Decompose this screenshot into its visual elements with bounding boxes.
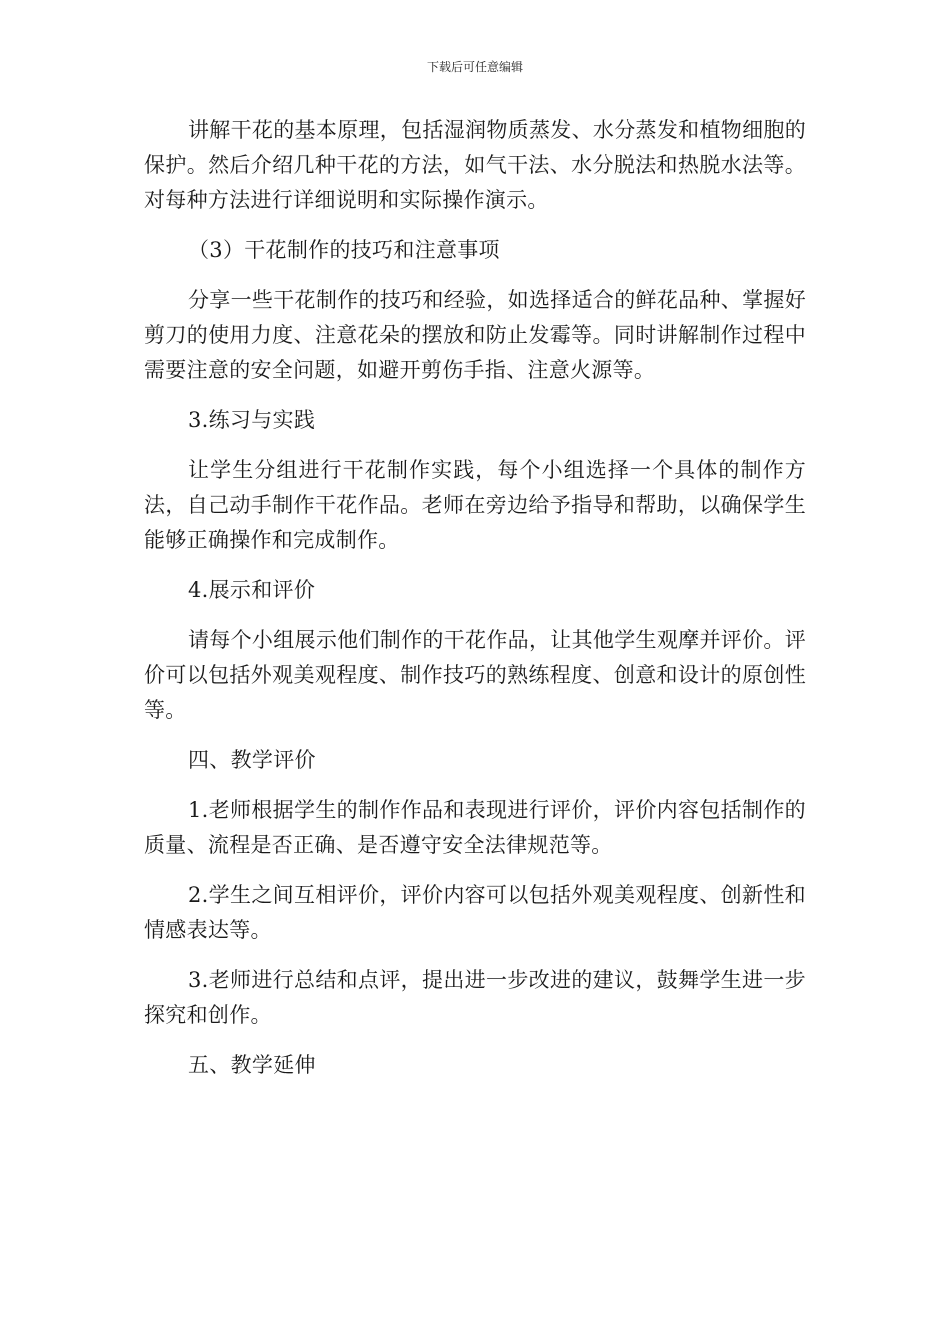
evaluation-item-3: 3.老师进行总结和点评，提出进一步改进的建议，鼓舞学生进一步探究和创作。 bbox=[144, 968, 806, 1027]
subheading-tips: （3）干花制作的技巧和注意事项 bbox=[188, 238, 500, 262]
section-heading-extension: 五、教学延伸 bbox=[188, 1053, 316, 1077]
evaluation-item-2: 2.学生之间互相评价，评价内容可以包括外观美观程度、创新性和情感表达等。 bbox=[144, 883, 806, 942]
subheading-showcase: 4.展示和评价 bbox=[188, 578, 316, 602]
paragraph-tips: 分享一些干花制作的技巧和经验，如选择适合的鲜花品种、掌握好剪刀的使用力度、注意花朵的摆放和防止发霉等。同时讲解制作过程中需要注意的安全问题，如避开剪伤手指、注意火源等。 bbox=[144, 288, 806, 382]
paragraph-principles: 讲解干花的基本原理，包括湿润物质蒸发、水分蒸发和植物细胞的保护。然后介绍几种干花的方法，如气干法、水分脱法和热脱水法等。对每种方法进行详细说明和实际操作演示。 bbox=[144, 118, 806, 212]
paragraph-practice: 让学生分组进行干花制作实践，每个小组选择一个具体的制作方法，自己动手制作干花作品。老师在旁边给予指导和帮助，以确保学生能够正确操作和完成制作。 bbox=[144, 458, 806, 552]
paragraph-showcase: 请每个小组展示他们制作的干花作品，让其他学生观摩并评价。评价可以包括外观美观程度、制作技巧的熟练程度、创意和设计的原创性等。 bbox=[144, 628, 806, 722]
document-body bbox=[144, 113, 806, 1098]
section-heading-evaluation: 四、教学评价 bbox=[188, 748, 316, 772]
subheading-practice: 3.练习与实践 bbox=[188, 408, 316, 432]
evaluation-item-1: 1.老师根据学生的制作作品和表现进行评价，评价内容包括制作的质量、流程是否正确、是否遵守安全法律规范等。 bbox=[144, 798, 806, 857]
header-note: 下载后可任意编辑 bbox=[426, 60, 523, 74]
